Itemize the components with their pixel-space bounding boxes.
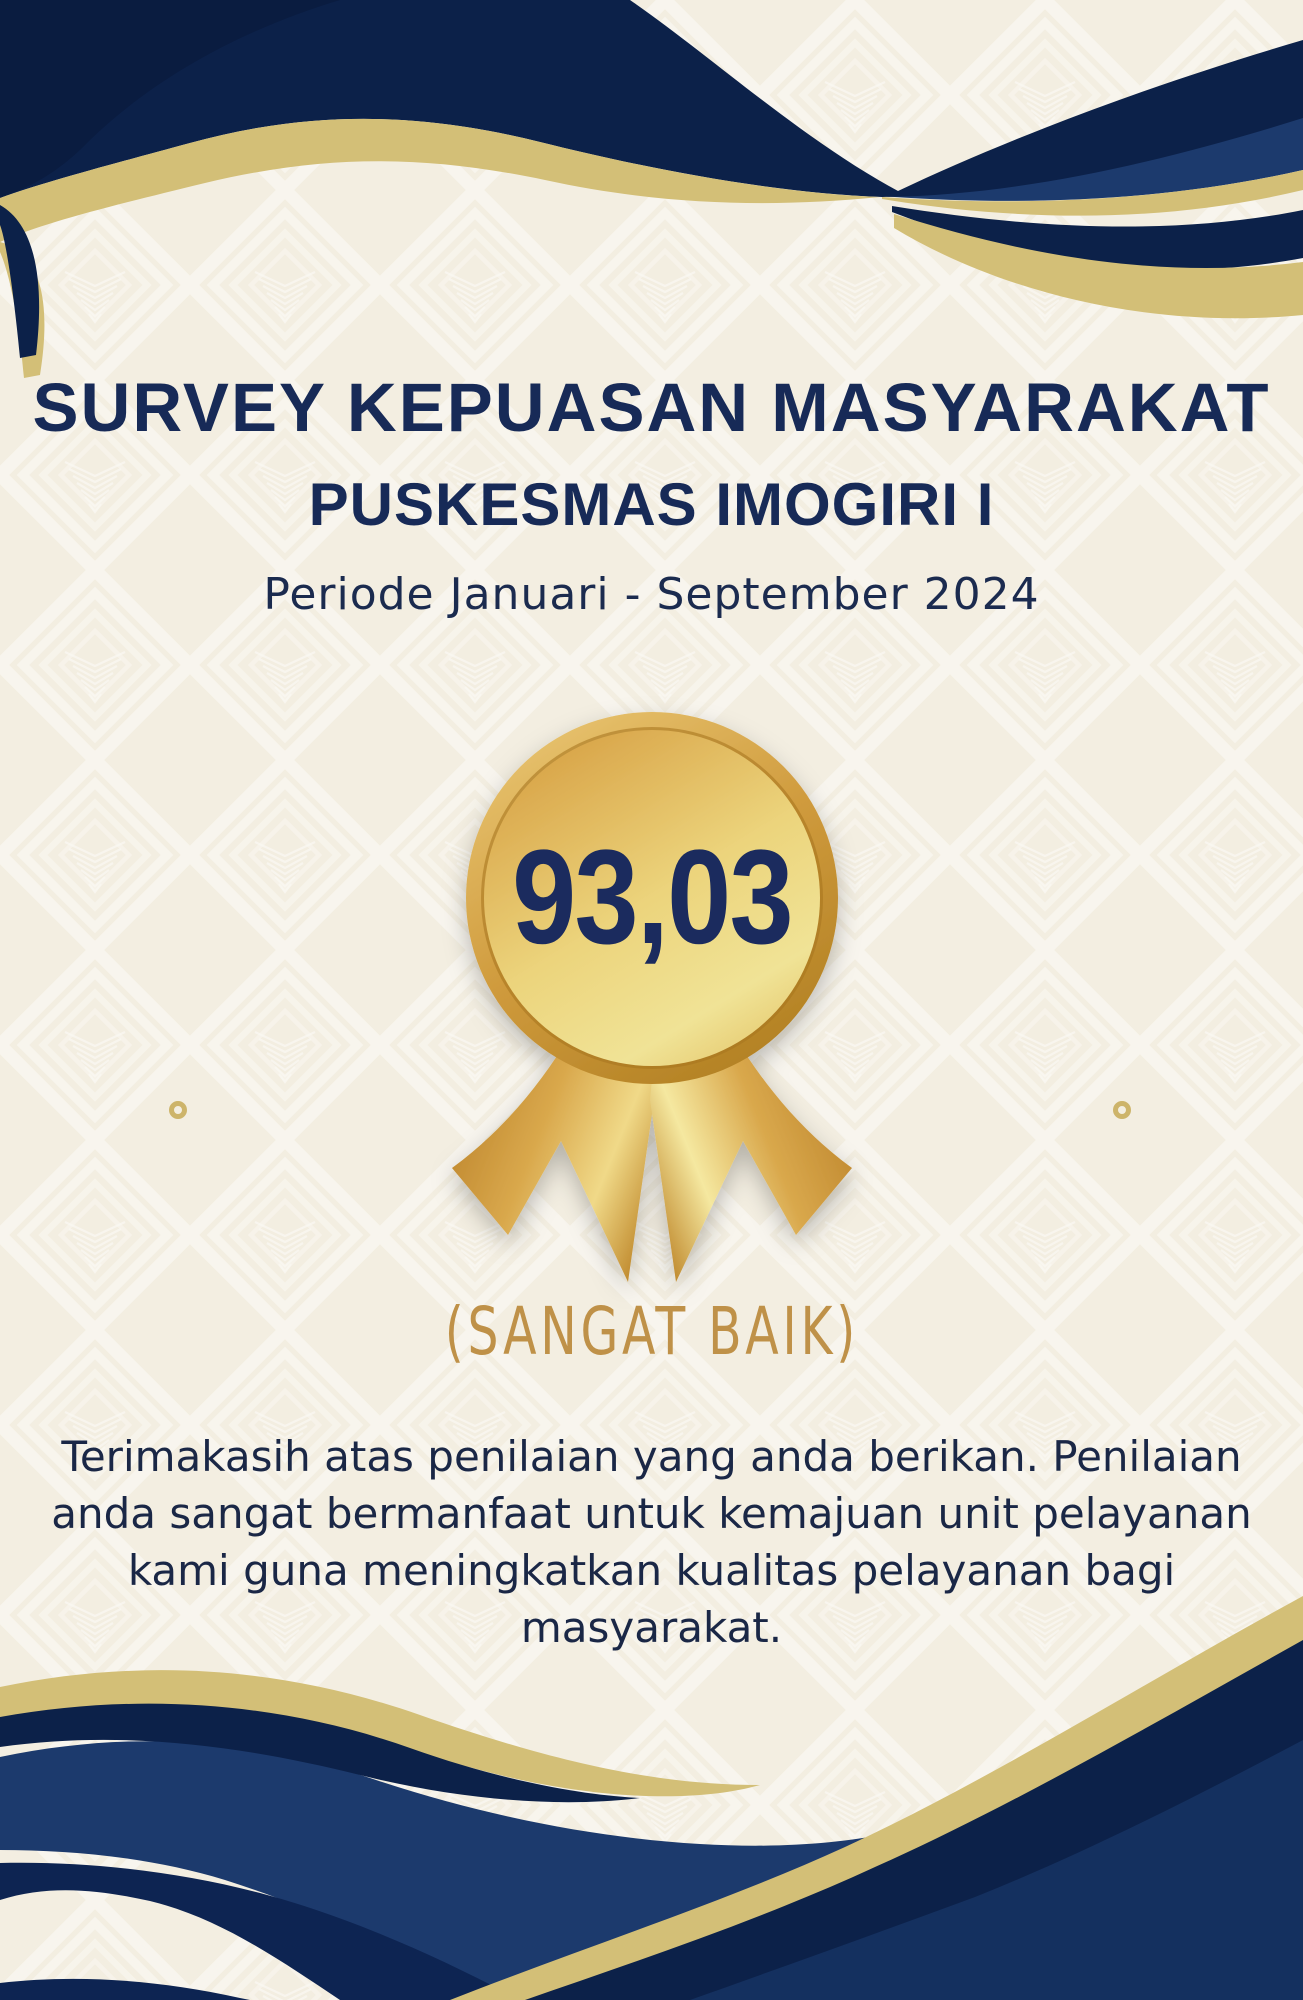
rating-label: (SANGAT BAIK) (444, 1293, 859, 1370)
poster-title: SURVEY KEPUASAN MASYARAKAT (32, 369, 1271, 446)
accent-dot-left (169, 1101, 187, 1119)
top-wave-shapes (0, 0, 1303, 378)
period-text: Periode Januari - September 2024 (263, 569, 1040, 620)
rating-text (0, 1294, 1303, 1388)
message-line: Terimakasih atas penilaian yang anda berikan. Penilaian (61, 1432, 1242, 1481)
message-line: kami guna meningkatkan kualitas pelayanan bagi (127, 1546, 1176, 1595)
message-line: masyarakat. (520, 1603, 783, 1652)
accent-dot-right (1113, 1101, 1131, 1119)
message-line: anda sangat bermanfaat untuk kemajuan unit pelayanan (51, 1489, 1252, 1538)
poster-subtitle: PUSKESMAS IMOGIRI I (308, 471, 995, 538)
bottom-wave-shapes (0, 1596, 1303, 2000)
gold-medal-icon (392, 690, 912, 1310)
thank-you-message (0, 1428, 1303, 1656)
score-value: 93,03 (512, 823, 792, 972)
